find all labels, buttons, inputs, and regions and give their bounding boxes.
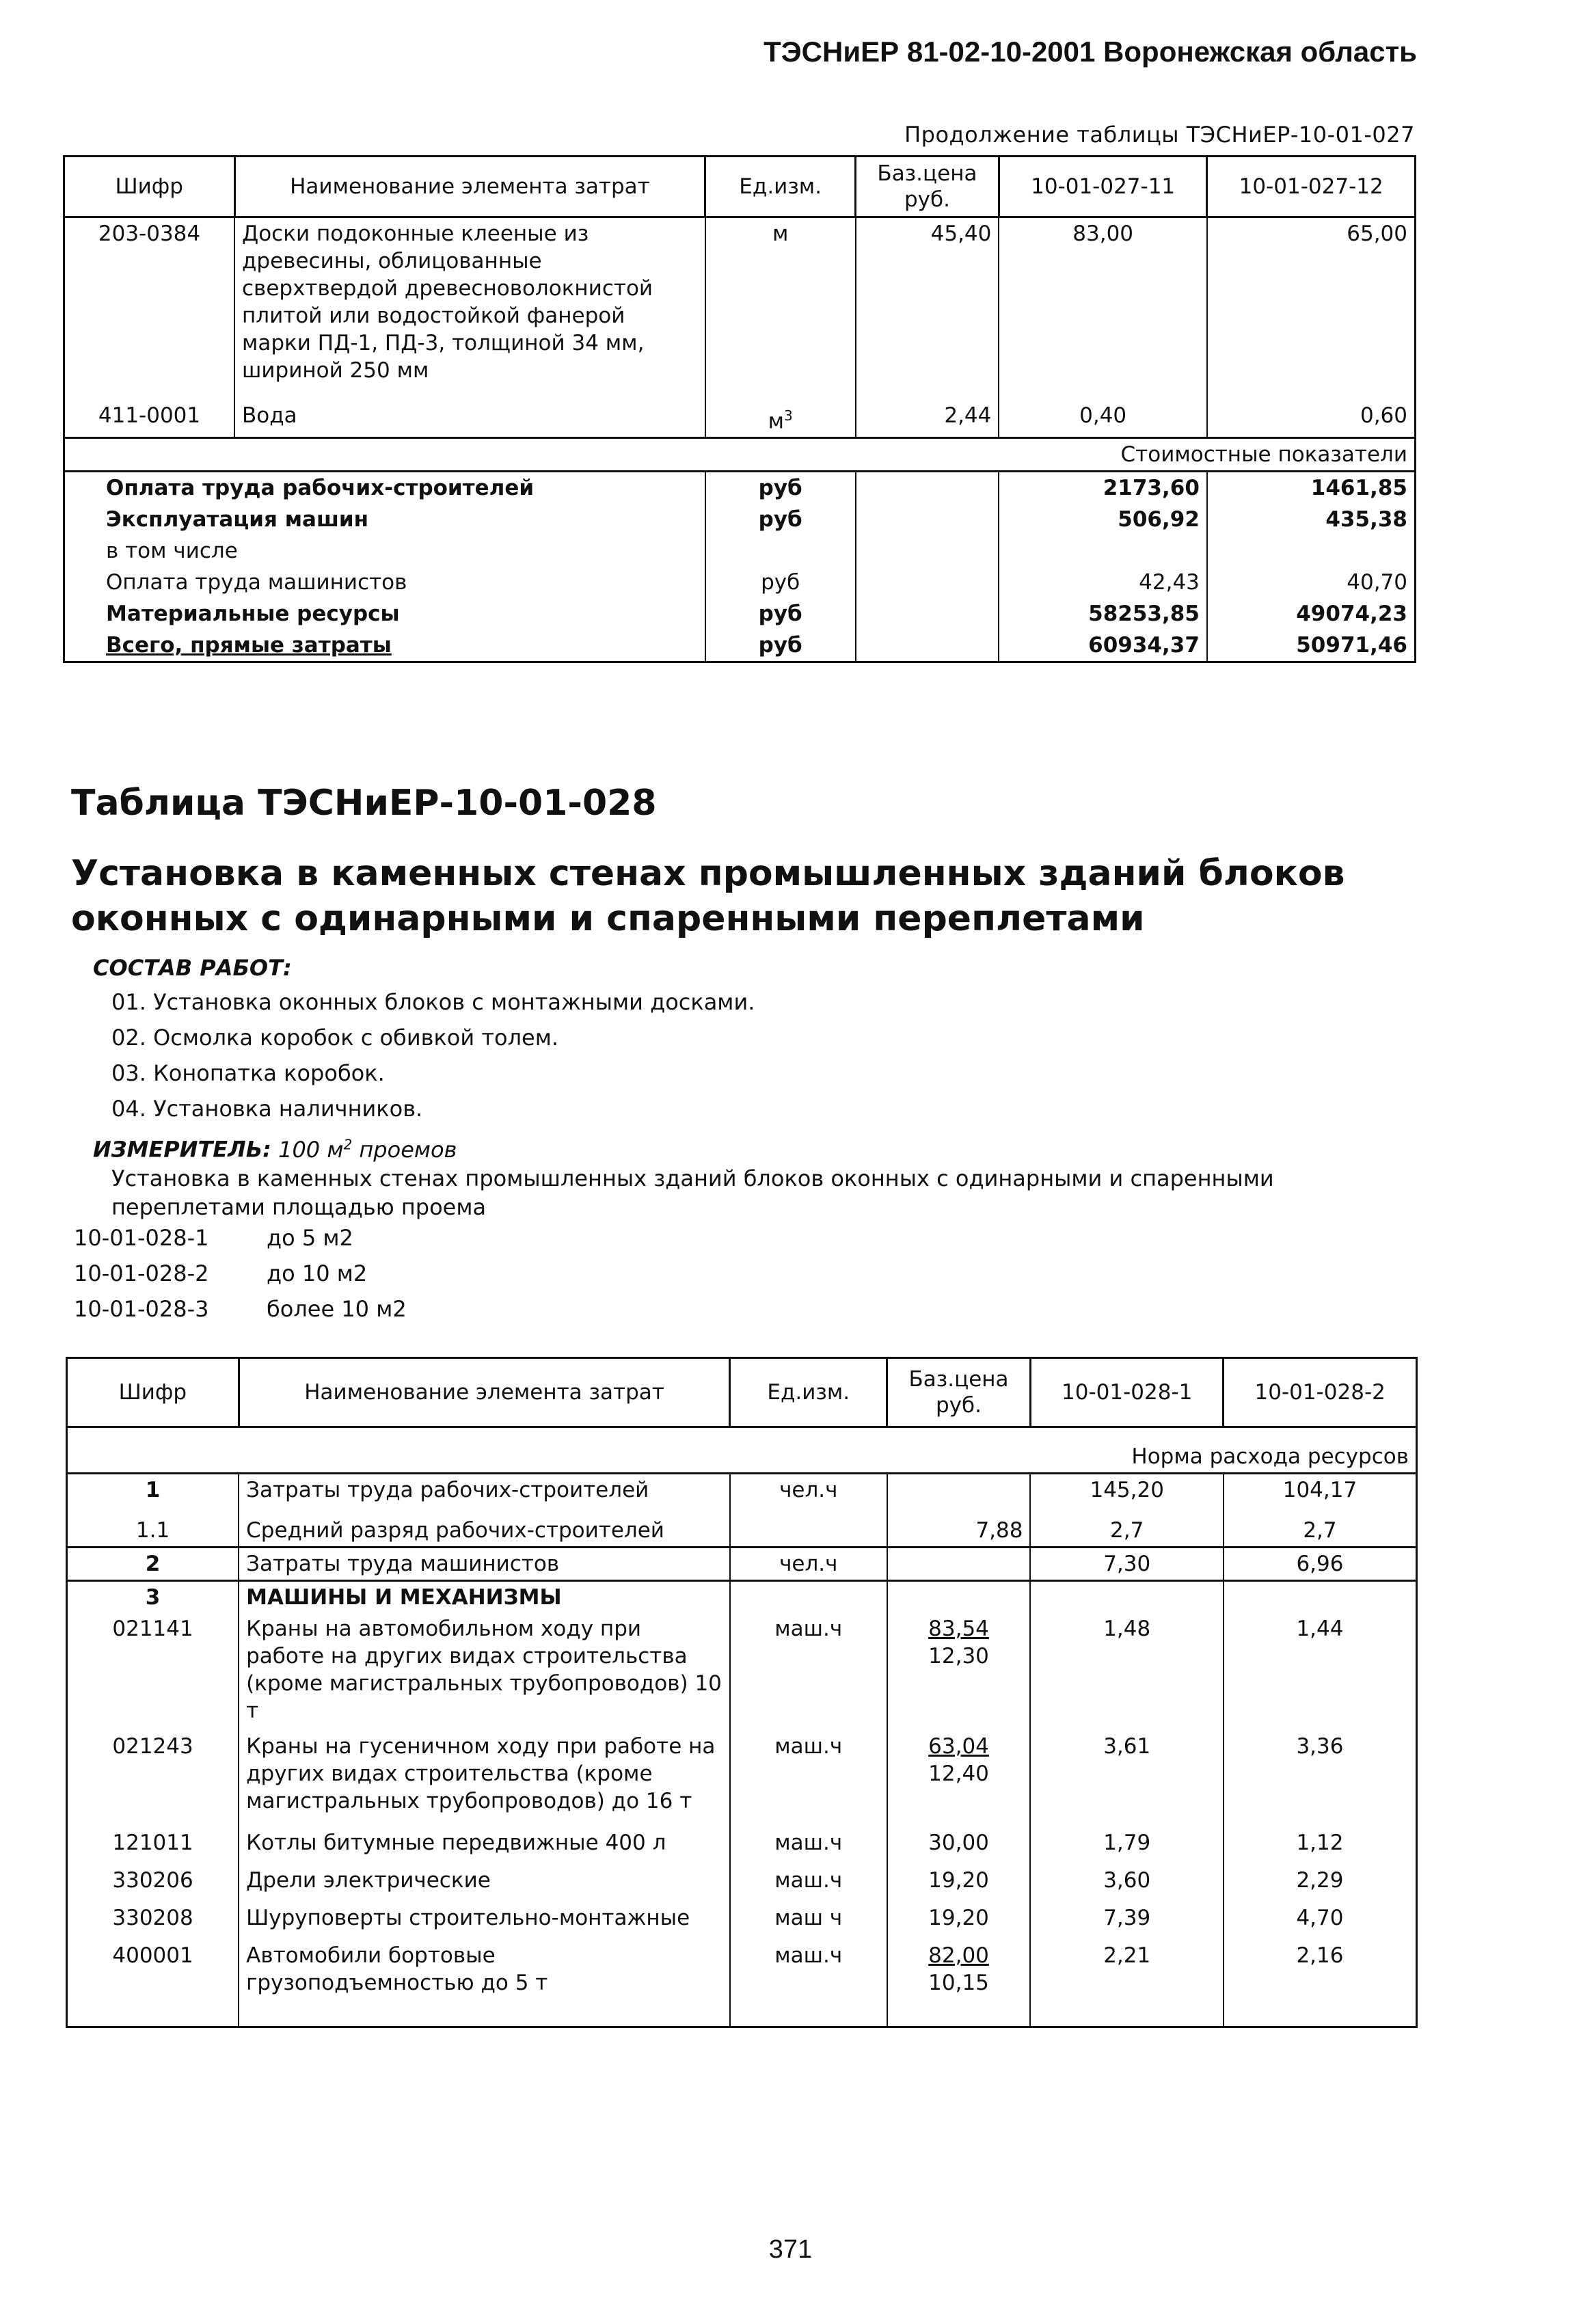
price-operator: 10,15 [928, 1971, 989, 1995]
work-item: 02. Осмолка коробок с обивкой толем. [111, 1025, 559, 1051]
row-code: 203-0384 [64, 217, 235, 401]
price-machine: 83,54 [928, 1617, 989, 1641]
row-value-2: 104,17 [1224, 1474, 1417, 1506]
row-value-1: 2,7 [1030, 1506, 1223, 1548]
row-unit: маш.ч [730, 1613, 887, 1731]
cost-table-027 [63, 155, 1416, 663]
cost-value-2: 50971,46 [1207, 630, 1416, 662]
cost-row [64, 472, 1416, 504]
row-value-2: 2,16 [1224, 1934, 1417, 2027]
row-code: 2 [67, 1548, 239, 1581]
cost-value-2 [1207, 535, 1416, 567]
machine-row [67, 1896, 1417, 1934]
table-row [67, 1548, 1417, 1581]
price-operator: 12,40 [928, 1761, 989, 1786]
meter-value [278, 1137, 457, 1163]
row-price: 19,20 [887, 1859, 1031, 1896]
cost-price [856, 472, 999, 504]
machine-row [67, 1934, 1417, 2027]
machine-row [67, 1859, 1417, 1896]
cost-price [856, 535, 999, 567]
cost-value-1: 42,43 [999, 567, 1207, 598]
row-unit: маш ч [730, 1896, 887, 1934]
row-unit: чел.ч [730, 1474, 887, 1506]
row-value-1: 83,00 [999, 217, 1207, 401]
machine-row [67, 1613, 1417, 1731]
cost-value-1 [999, 535, 1207, 567]
row-price: 19,20 [887, 1896, 1031, 1934]
row-value-2: 1,12 [1224, 1821, 1417, 1859]
row-value-1: 2,21 [1030, 1934, 1223, 2027]
variant-code: 10-01-028-3 [74, 1296, 209, 1322]
row-name: Автомобили бортовые грузоподъемностью до 5 т [239, 1934, 730, 2027]
row-price: 7,88 [887, 1506, 1031, 1548]
header-col-11: 10-01-027-11 [999, 157, 1207, 217]
header-col-12: 10-01-027-12 [1207, 157, 1416, 217]
row-code: 330208 [67, 1896, 239, 1934]
row-code: 411-0001 [64, 400, 235, 438]
row-value-2: 2,7 [1224, 1506, 1417, 1548]
row-name: Вода [234, 400, 705, 438]
cost-unit: руб [705, 567, 856, 598]
row-code: 021141 [67, 1613, 239, 1731]
meter-superscript: 2 [343, 1136, 353, 1152]
variant-text: до 10 м2 [267, 1260, 368, 1286]
cost-value-1: 58253,85 [999, 598, 1207, 630]
row-name: Краны на гусеничном ходу при работе на других видах строительства (кроме магистральных трубопроводов) до 16 т [239, 1731, 730, 1821]
header-col-1: 10-01-028-1 [1030, 1358, 1223, 1427]
variant-text: до 5 м2 [267, 1225, 353, 1251]
cost-unit: руб [705, 504, 856, 535]
row-value-1: 145,20 [1030, 1474, 1223, 1506]
row-value-2: 65,00 [1207, 217, 1416, 401]
table-row [64, 217, 1416, 401]
header-name: Наименование элемента затрат [234, 157, 705, 217]
row-value-1: 1,79 [1030, 1821, 1223, 1859]
row-code: 400001 [67, 1934, 239, 2027]
variant-code: 10-01-028-2 [74, 1260, 209, 1286]
row-unit: маш.ч [730, 1731, 887, 1821]
row-code: 121011 [67, 1821, 239, 1859]
row-name: Шуруповерты строительно-монтажные [239, 1896, 730, 1934]
row-price [887, 1731, 1031, 1821]
cost-unit: руб [705, 472, 856, 504]
cost-value-1: 2173,60 [999, 472, 1207, 504]
cost-name: Оплата труда машинистов [64, 567, 705, 598]
machine-row [67, 1821, 1417, 1859]
row-price: 30,00 [887, 1821, 1031, 1859]
machine-row [67, 1731, 1417, 1821]
header-code: Шифр [67, 1358, 239, 1427]
row-price [887, 1613, 1031, 1731]
row-unit: маш.ч [730, 1859, 887, 1896]
cost-value-1: 60934,37 [999, 630, 1207, 662]
cost-name: Эксплуатация машин [64, 504, 705, 535]
cost-value-2: 49074,23 [1207, 598, 1416, 630]
cost-name: Материальные ресурсы [64, 598, 705, 630]
row-price [887, 1581, 1031, 1614]
row-code: 021243 [67, 1731, 239, 1821]
unit-text: м [768, 409, 784, 434]
row-code: 1.1 [67, 1506, 239, 1548]
price-machine: 82,00 [928, 1943, 989, 1968]
row-value-1: 7,39 [1030, 1896, 1223, 1934]
cost-row [64, 630, 1416, 662]
header-unit: Ед.изм. [705, 157, 856, 217]
row-price [887, 1474, 1031, 1506]
cost-name: Оплата труда рабочих-строителей [64, 472, 705, 504]
table-heading: Установка в каменных стенах промышленных зданий блоков оконных с одинарными и спаренными переплетами [71, 853, 1345, 939]
meter-number: 100 м [278, 1136, 344, 1163]
row-value-2: 6,96 [1224, 1548, 1417, 1581]
variant-code: 10-01-028-1 [74, 1225, 209, 1251]
meter-tail: проемов [352, 1136, 457, 1163]
row-value-1 [1030, 1581, 1223, 1614]
row-value-2: 2,29 [1224, 1859, 1417, 1896]
row-code: 3 [67, 1581, 239, 1614]
cost-unit [705, 535, 856, 567]
resource-table-028 [66, 1357, 1418, 2028]
work-item: 04. Установка наличников. [111, 1096, 423, 1122]
row-name: Затраты труда рабочих-строителей [239, 1474, 730, 1506]
row-name: Доски подоконные клееные из древесины, облицованные сверхтвердой древесноволокнистой плитой или водостойкой фанерой марки ПД-1, ПД-3, толщиной 34 мм, шириной 250 мм [234, 217, 705, 401]
section-resource-norm: Норма расхода ресурсов [67, 1427, 1417, 1474]
header-unit: Ед.изм. [730, 1358, 887, 1427]
table-row [67, 1506, 1417, 1548]
cost-name: в том числе [64, 535, 705, 567]
row-unit [730, 1581, 887, 1614]
cost-value-2: 40,70 [1207, 567, 1416, 598]
row-name: Затраты труда машинистов [239, 1548, 730, 1581]
row-unit: м [705, 217, 856, 401]
description-text: Установка в каменных стенах промышленных зданий блоков оконных с одинарными и спаренными переплетами площадью проема [111, 1165, 1274, 1220]
row-code: 330206 [67, 1859, 239, 1896]
table-row [64, 400, 1416, 438]
table-header-row [64, 157, 1416, 217]
row-code: 1 [67, 1474, 239, 1506]
header-name: Наименование элемента затрат [239, 1358, 730, 1427]
row-name: Котлы битумные передвижные 400 л [239, 1821, 730, 1859]
cost-name: Всего, прямые затраты [64, 630, 705, 662]
row-value-1: 7,30 [1030, 1548, 1223, 1581]
row-unit: маш.ч [730, 1821, 887, 1859]
section-row [64, 438, 1416, 472]
row-value-2: 4,70 [1224, 1896, 1417, 1934]
page-number: 371 [768, 2235, 813, 2264]
row-price [887, 1548, 1031, 1581]
price-machine: 63,04 [928, 1734, 989, 1759]
works-label: СОСТАВ РАБОТ: [93, 955, 292, 981]
section-row [67, 1427, 1417, 1474]
cost-row [64, 535, 1416, 567]
cost-unit: руб [705, 630, 856, 662]
row-value-1: 0,40 [999, 400, 1207, 438]
cost-value-2: 1461,85 [1207, 472, 1416, 504]
cost-row [64, 567, 1416, 598]
row-value-1: 3,60 [1030, 1859, 1223, 1896]
cost-price [856, 504, 999, 535]
table-row [67, 1474, 1417, 1506]
price-operator: 12,30 [928, 1644, 989, 1668]
header-col-2: 10-01-028-2 [1224, 1358, 1417, 1427]
row-value-2 [1224, 1581, 1417, 1614]
row-price: 2,44 [856, 400, 999, 438]
row-price: 45,40 [856, 217, 999, 401]
cost-price [856, 598, 999, 630]
meter-label: ИЗМЕРИТЕЛЬ: [93, 1136, 271, 1163]
cost-price [856, 567, 999, 598]
row-name: Дрели электрические [239, 1859, 730, 1896]
cost-value-2: 435,38 [1207, 504, 1416, 535]
meter-line [93, 1130, 457, 1164]
table-continuation-caption: Продолжение таблицы ТЭСНиЕР-10-01-027 [904, 122, 1415, 148]
variant-text: более 10 м2 [267, 1296, 407, 1322]
page-header-title: ТЭСНиЕР 81-02-10-2001 Воронежская область [764, 36, 1417, 68]
work-item: 03. Конопатка коробок. [111, 1060, 385, 1086]
row-unit [730, 1506, 887, 1548]
row-name: Краны на автомобильном ходу при работе на других видах строительства (кроме магистральных трубопроводов) 10 т [239, 1613, 730, 1731]
row-value-1: 1,48 [1030, 1613, 1223, 1731]
row-value-1: 3,61 [1030, 1731, 1223, 1821]
cost-value-1: 506,92 [999, 504, 1207, 535]
row-unit: чел.ч [730, 1548, 887, 1581]
row-value-2: 3,36 [1224, 1731, 1417, 1821]
table-header-row [67, 1358, 1417, 1427]
header-code: Шифр [64, 157, 235, 217]
row-value-2: 1,44 [1224, 1613, 1417, 1731]
row-unit [705, 400, 856, 438]
row-name: Средний разряд рабочих-строителей [239, 1506, 730, 1548]
section-cost-indicators: Стоимостные показатели [64, 438, 1416, 472]
work-item: 01. Установка оконных блоков с монтажными досками. [111, 989, 755, 1015]
row-name: МАШИНЫ И МЕХАНИЗМЫ [239, 1581, 730, 1614]
cost-unit: руб [705, 598, 856, 630]
row-price [887, 1934, 1031, 2027]
unit-superscript: 3 [784, 407, 793, 424]
table-title: Таблица ТЭСНиЕР-10-01-028 [71, 783, 657, 824]
row-value-2: 0,60 [1207, 400, 1416, 438]
row-unit: маш.ч [730, 1934, 887, 2027]
cost-row [64, 598, 1416, 630]
cost-price [856, 630, 999, 662]
header-price: Баз.цена руб. [887, 1358, 1031, 1427]
header-price: Баз.цена руб. [856, 157, 999, 217]
cost-row [64, 504, 1416, 535]
table-row [67, 1581, 1417, 1614]
